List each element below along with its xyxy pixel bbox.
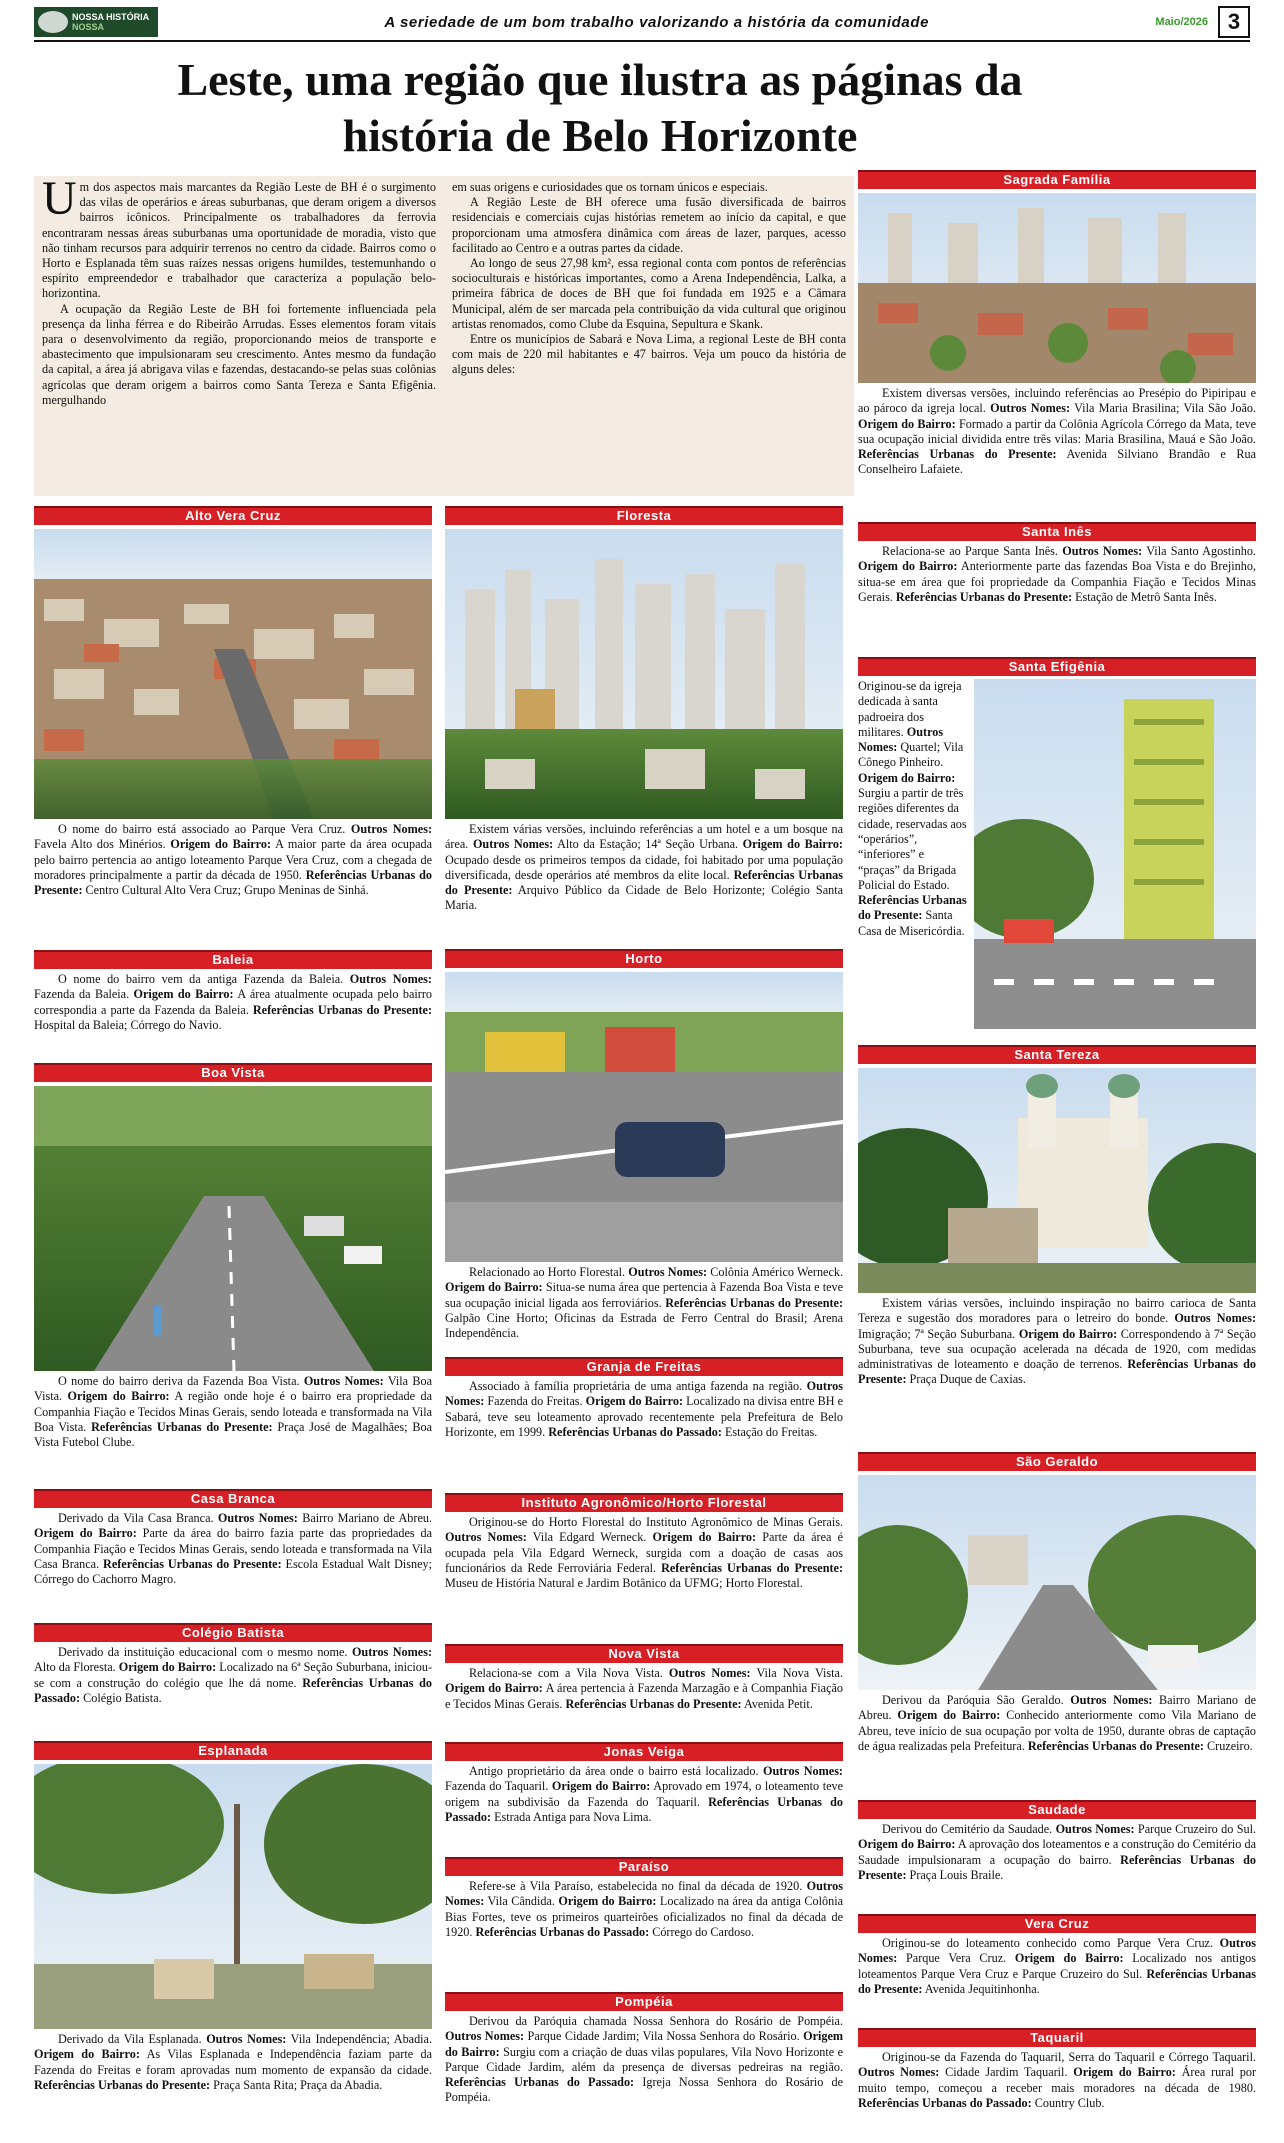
logo-subtitle: NOSSA	[72, 22, 105, 32]
section-title: São Geraldo	[858, 1452, 1256, 1471]
horto-photo	[445, 972, 843, 1262]
section-text: Derivado da Vila Esplanada. Outros Nomes: Vila Independência; Abadia. Origem do Bairro: As Vilas Esplanada e Independência faziam parte da Fazenda do Freitas e foram aprovadas num momento de expansão da cidade. Referências Urbanas do Presente: Praça Santa Rita; Praça da Abadia.	[34, 2032, 433, 2092]
section-title: Esplanada	[34, 1741, 432, 1760]
santa-tereza-photo	[858, 1068, 1256, 1293]
section-title: Floresta	[445, 506, 843, 525]
section-title: Jonas Veiga	[445, 1742, 843, 1761]
section-casa-branca	[34, 1489, 432, 1587]
headline: Leste, uma região que ilustra as páginas da história de Belo Horizonte	[177, 54, 1023, 161]
section-text: O nome do bairro vem da antiga Fazenda da Baleia. Outros Nomes: Fazenda da Baleia. Origem do Bairro: A área atualmente ocupada pelo bairro correspondia a parte da Fazenda da Baleia. Referências Urbanas do Presente: Hospital da Baleia; Córrego do Navio.	[34, 972, 433, 1032]
section-granja-de-freitas	[445, 1357, 843, 1440]
intro-column-1	[42, 172, 436, 492]
logo-title: NOSSA HISTÓRIA	[72, 12, 150, 22]
section-title: Granja de Freitas	[445, 1357, 843, 1376]
section-floresta	[445, 506, 843, 914]
section-jonas-veiga	[445, 1742, 843, 1825]
header-rule	[34, 40, 1250, 42]
section-nova-vista	[445, 1644, 843, 1712]
header-tagline: A seriedade de um bom trabalho valorizando a história da comunidade	[384, 13, 930, 31]
intro-paragraph: Um dos aspectos mais marcantes da Região Leste de BH é o surgimento das vilas de operários e áreas suburbanas, que deram origem a diversos bairros icônicos. Principalmente os trabalhadores da ferrovia encontraram nessas áreas suburbanas uma oportunidade de moradia, visto que não tinham recursos para adquirir terrenos no centro da cidade. Bairros como o Horto e Esplanada têm suas raízes nessas origens humildes, testemunhando o espírito empreendedor e trabalhador que caracteriza a população belo-horizontina.	[42, 172, 436, 301]
section-title: Boa Vista	[34, 1063, 432, 1082]
section-sao-geraldo	[858, 1452, 1256, 1754]
intro-column-2	[452, 180, 846, 492]
section-title: Santa Efigênia	[858, 657, 1256, 676]
section-text: Originou-se do Horto Florestal do Instituto Agronômico de Minas Gerais. Outros Nomes: Vila Edgard Werneck. Origem do Bairro: Parte da área é ocupada pela Vila Edgard Werneck, surgida com a doação de casas aos funcionários da Rede Ferroviária Federal. Referências Urbanas do Presente: Museu de História Natural e Jardim Botânico da UFMG; Horto Florestal.	[445, 1515, 844, 1591]
esplanada-photo	[34, 1764, 432, 2029]
intro-paragraph: Ao longo de seus 27,98 km², essa regional conta com pontos de referências socioculturais e históricas importantes, como a Arena Independência, Lalka, a primeira fábrica de doces de BH que foi fundada em 1925 e a Câmara Municipal, além de ser marcada pela contribuição da vida cultural que originou artistas renomados, como Clube da Esquina, Sepultura e Skank.	[452, 256, 846, 331]
section-text: Refere-se à Vila Paraíso, estabelecida no final da década de 1920. Outros Nomes: Vila Cândida. Origem do Bairro: Localizado na área da antiga Colônia Bias Fortes, teve os primeiros quarteirões oficializados no final da década de 1920. Referências Urbanas do Passado: Córrego do Cardoso.	[445, 1879, 844, 1939]
section-text: Derivou da Paróquia chamada Nossa Senhora do Rosário de Pompéia. Outros Nomes: Parque Cidade Jardim; Vila Nossa Senhora do Rosário. Origem do Bairro: Surgiu com a criação de duas vilas populares, Vila Novo Horizonte e Parque Cidade Jardim, além da presença de diversas pedreiras na região. Referências Urbanas do Passado: Igreja Nossa Senhora do Rosário de Pompéia.	[445, 2014, 844, 2105]
issue-date: Maio/2026	[1155, 16, 1208, 28]
newspaper-logo	[34, 7, 158, 37]
intro-paragraph: Entre os municípios de Sabará e Nova Lima, a regional Leste de BH conta com mais de 220 mil habitantes e 47 bairros. Veja um pouco da história de alguns deles:	[452, 332, 846, 377]
intro-paragraph: A ocupação da Região Leste de BH foi fortemente influenciada pela presença da linha férrea e do Ribeirão Arrudas. Esses elementos foram vitais para o desenvolvimento da região, proporcionando meios de transporte e abastecimento que impulsionaram seu crescimento. Antes mesmo da fundação da capital, a área já abrigava vilas e fazendas, destacando-se pelas suas colônias agrícolas que deram origem a bairros como Santa Tereza e Santa Efigênia. mergulhando	[42, 301, 436, 407]
section-text: Derivado da Vila Casa Branca. Outros Nomes: Bairro Mariano de Abreu. Origem do Bairro: Parte da área do bairro fazia parte das propriedades da Companhia Fiação e Tecidos Minas Gerais, sendo loteada e transformada na Vila Casa Branca. Referências Urbanas do Presente: Escola Estadual Walt Disney; Córrego do Cachorro Magro.	[34, 1511, 433, 1587]
section-taquaril	[858, 2028, 1256, 2111]
section-title: Santa Tereza	[858, 1045, 1256, 1064]
intro-paragraph: A Região Leste de BH oferece uma fusão diversificada de bairros residenciais e comerciais cujas histórias remetem ao início da capital, e que proporcionam uma atmosfera dinâmica com áreas de lazer, parques, acesso facilitado ao Centro e a outras partes da cidade.	[452, 195, 846, 255]
section-title: Horto	[445, 949, 843, 968]
section-boa-vista	[34, 1063, 432, 1450]
section-title: Baleia	[34, 950, 432, 969]
intro-box	[34, 172, 854, 496]
section-text: Associado à família proprietária de uma antiga fazenda na região. Outros Nomes: Fazenda do Freitas. Origem do Bairro: Localizado na divisa entre BH e Sabará, teve seu loteamento aprovado recentemente pela Prefeitura de Belo Horizonte, em 1999. Referências Urbanas do Passado: Estação do Freitas.	[445, 1379, 844, 1439]
section-text: Derivado da instituição educacional com o mesmo nome. Outros Nomes: Alto da Floresta. Origem do Bairro: Localizado na 6ª Seção Suburbana, iniciou-se com a construção do colégio que lhe dá nome. Referências Urbanas do Passado: Colégio Batista.	[34, 1645, 433, 1705]
section-santa-efigenia	[858, 657, 1256, 1029]
section-text: Derivou do Cemitério da Saudade. Outros Nomes: Parque Cruzeiro do Sul. Origem do Bairro: A aprovação dos loteamentos e a construção do Cemitério da Saudade impulsionaram a ocupação do bairro. Referências Urbanas do Presente: Praça Louis Braile.	[858, 1822, 1257, 1882]
section-paraiso	[445, 1857, 843, 1940]
section-santa-ines	[858, 522, 1256, 605]
alto-vera-cruz-photo	[34, 529, 432, 819]
section-text: Existem várias versões, incluindo referências a um hotel e a um bosque na área. Outros Nomes: Alto da Estação; 14ª Seção Urbana. Origem do Bairro: Ocupado desde os primeiros tempos da cidade, foi habitado por uma população diversificada, desde operários até membros da elite local. Referências Urbanas do Presente: Arquivo Público da Cidade de Belo Horizonte; Colégio Santa Maria.	[445, 822, 844, 913]
section-text: O nome do bairro está associado ao Parque Vera Cruz. Outros Nomes: Favela Alto dos Minérios. Origem do Bairro: A maior parte da área ocupada pelo bairro pertencia ao antigo loteamento Parque Vera Cruz, com a chegada de moradores principalmente a partir da década de 1950. Referências Urbanas do Presente: Centro Cultural Alto Vera Cruz; Grupo Meninas de Sinhá.	[34, 822, 433, 898]
section-baleia	[34, 950, 432, 1033]
santa-efigenia-photo	[974, 679, 1256, 1029]
sagrada-familia-photo	[858, 193, 1256, 383]
section-text: Existem várias versões, incluindo inspiração no bairro carioca de Santa Tereza e sugestão dos moradores para o letreiro do bonde. Outros Nomes: Imigração; 7ª Seção Suburbana. Origem do Bairro: Correspondendo à 7ª Seção Suburbana, teve sua ocupação acelerada na década de 1920, com medidas administrativas de loteamento e doação de terrenos. Referências Urbanas do Presente: Praça Duque de Caxias.	[858, 1296, 1257, 1387]
section-esplanada	[34, 1741, 432, 2093]
sao-geraldo-photo	[858, 1475, 1256, 1690]
logo-emblem	[38, 11, 68, 33]
drop-cap: U	[42, 172, 77, 225]
page-header	[34, 6, 1250, 38]
section-title: Colégio Batista	[34, 1623, 432, 1642]
section-alto-vera-cruz	[34, 506, 432, 898]
section-text: Existem diversas versões, incluindo referências ao Presépio do Pipiripau e ao pároco da igreja local. Outros Nomes: Vila Maria Brasilina; Vila São João. Origem do Bairro: Formado a partir da Colônia Agrícola Córrego da Mata, teve sua ocupação inicial dividida entre três vilas: Maria Brasilina, Mauá e São João. Referências Urbanas do Presente: Avenida Silviano Brandão e Rua Conselheiro Lafaiete.	[858, 386, 1257, 477]
section-text: Relacionado ao Horto Florestal. Outros Nomes: Colônia Américo Werneck. Origem do Bairro: Situa-se numa área que pertencia à Fazenda Boa Vista e teve sua ocupação inicial ligada aos ferroviários. Referências Urbanas do Presente: Galpão Cine Horto; Oficinas da Estrada de Ferro Central do Brasil; Arena Independência.	[445, 1265, 844, 1341]
boa-vista-photo	[34, 1086, 432, 1371]
section-pompeia	[445, 1992, 843, 2106]
section-text: Originou-se da igreja dedicada à santa padroeira dos militares. Outros Nomes: Quartel; Vila Cônego Pinheiro. Origem do Bairro: Surgiu a partir de três regiões diferentes da cidade, reservadas aos “operários”, “inferiores” e “praças” da Brigada Policial do Estado. Referências Urbanas do Presente: Santa Casa de Misericórdia.	[858, 679, 967, 938]
intro-paragraph: em suas origens e curiosidades que os tornam únicos e especiais.	[452, 180, 768, 194]
section-vera-cruz	[858, 1914, 1256, 1997]
section-colegio-batista	[34, 1623, 432, 1706]
section-title: Vera Cruz	[858, 1914, 1256, 1933]
section-title: Sagrada Família	[858, 170, 1256, 189]
section-horto	[445, 949, 843, 1341]
section-text: Relaciona-se ao Parque Santa Inês. Outros Nomes: Vila Santo Agostinho. Origem do Bairro: Anteriormente parte das fazendas Boa Vista e do Brejinho, situa-se em área que foi propriedade da Companhia Fiação e Tecidos Minas Gerais. Referências Urbanas do Presente: Estação de Metrô Santa Inês.	[858, 544, 1257, 604]
section-title: Pompéia	[445, 1992, 843, 2011]
section-text: Originou-se do loteamento conhecido como Parque Vera Cruz. Outros Nomes: Parque Vera Cruz. Origem do Bairro: Localizado nos antigos loteamentos Parque Vera Cruz e Parque Cruzeiro do Sul. Referências Urbanas do Presente: Avenida Jequitinhonha.	[858, 1936, 1257, 1996]
section-title: Nova Vista	[445, 1644, 843, 1663]
section-instituto-agronomico	[445, 1493, 843, 1591]
floresta-photo	[445, 529, 843, 819]
section-text: O nome do bairro deriva da Fazenda Boa Vista. Outros Nomes: Vila Boa Vista. Origem do Bairro: A região onde hoje é o bairro era propriedade da Companhia Fiação e Tecidos Minas Gerais, sendo loteada e transformada na Vila Boa Vista. Referências Urbanas do Presente: Praça José de Magalhães; Boa Vista Futebol Clube.	[34, 1374, 433, 1450]
section-title: Paraíso	[445, 1857, 843, 1876]
section-saudade	[858, 1800, 1256, 1883]
section-title: Santa Inês	[858, 522, 1256, 541]
page-number: 3	[1218, 6, 1250, 38]
section-text: Antigo proprietário da área onde o bairro está localizado. Outros Nomes: Fazenda do Taquaril. Origem do Bairro: Aprovado em 1974, o loteamento teve origem na subdivisão da Fazenda do Taquaril. Referências Urbanas do Passado: Estrada Antiga para Nova Lima.	[445, 1764, 844, 1824]
section-title: Instituto Agronômico/Horto Florestal	[445, 1493, 843, 1512]
section-title: Alto Vera Cruz	[34, 506, 432, 525]
section-text: Relaciona-se com a Vila Nova Vista. Outros Nomes: Vila Nova Vista. Origem do Bairro: A área pertencia à Fazenda Marzagão e à Companhia Fiação e Tecidos Minas Gerais. Referências Urbanas do Presente: Avenida Petit.	[445, 1666, 844, 1711]
section-text: Derivou da Paróquia São Geraldo. Outros Nomes: Bairro Mariano de Abreu. Origem do Bairro: Conhecido anteriormente como Vila Mariano de Abreu, teve início de sua ocupação por volta de 1950, durante obras de captação de água realizadas pela Prefeitura. Referências Urbanas do Presente: Cruzeiro.	[858, 1693, 1257, 1753]
section-title: Saudade	[858, 1800, 1256, 1819]
section-sagrada-familia	[858, 170, 1256, 478]
section-santa-tereza	[858, 1045, 1256, 1388]
section-title: Casa Branca	[34, 1489, 432, 1508]
section-title: Taquaril	[858, 2028, 1256, 2047]
section-text: Originou-se da Fazenda do Taquaril, Serra do Taquaril e Córrego Taquaril. Outros Nomes: Cidade Jardim Taquaril. Origem do Bairro: Área rural por muito tempo, começou a receber mais moradores na década de 1980. Referências Urbanas do Passado: Country Club.	[858, 2050, 1257, 2110]
